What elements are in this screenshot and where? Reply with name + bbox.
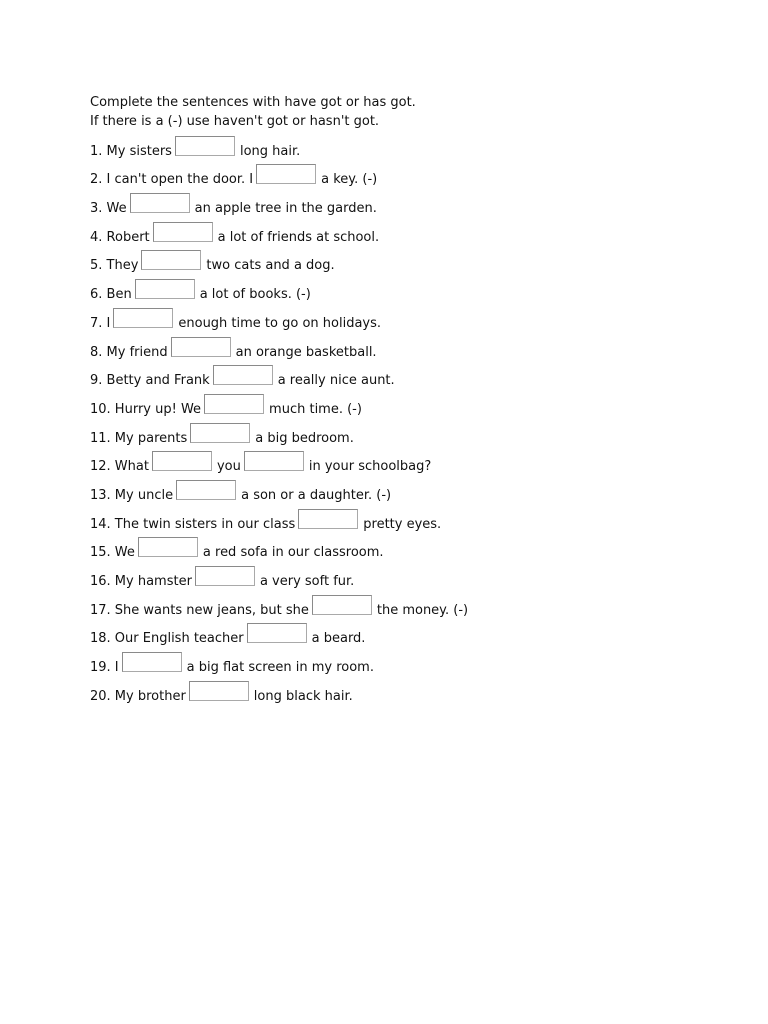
- worksheet: [90, 93, 710, 707]
- sentence-text: long hair.: [239, 143, 301, 159]
- answer-blank-input[interactable]: [135, 279, 195, 299]
- sentence-text: a really nice aunt.: [277, 373, 395, 389]
- sentence-text: an orange basketball.: [235, 344, 377, 360]
- answer-blank-input[interactable]: [244, 451, 304, 471]
- sentence-start: 15. We: [90, 545, 135, 561]
- sentence-text: an apple tree in the garden.: [194, 201, 377, 217]
- sentence-text: pretty eyes.: [363, 516, 442, 532]
- exercise-item: [90, 133, 710, 162]
- answer-blank-input[interactable]: [113, 308, 173, 328]
- exercise-item: [90, 334, 710, 363]
- sentence-text: a very soft fur.: [259, 574, 355, 589]
- answer-blank-input[interactable]: [138, 537, 198, 557]
- exercise-item: [90, 592, 710, 621]
- exercise-item: [90, 219, 710, 248]
- sentence-text: much time. (-): [269, 401, 362, 417]
- sentence-start: 2. I can't open the door. I: [90, 172, 254, 188]
- answer-blank-input[interactable]: [176, 480, 236, 500]
- sentence-start: 7. I: [90, 315, 111, 331]
- sentence-start: 5. They: [90, 258, 139, 274]
- answer-blank-input[interactable]: [247, 623, 307, 643]
- sentence-text: the money. (-): [376, 602, 469, 618]
- sentence-start: 10. Hurry up! We: [90, 401, 202, 417]
- sentence-start: 8. My friend: [90, 344, 168, 360]
- answer-blank-input[interactable]: [256, 164, 316, 184]
- exercise-list: [90, 133, 710, 707]
- instructions: [90, 93, 710, 131]
- sentence-start: 13. My uncle: [90, 487, 174, 503]
- sentence-start: 20. My brother: [90, 688, 186, 704]
- sentence-start: 3. We: [90, 201, 127, 217]
- exercise-item: [90, 649, 710, 678]
- exercise-item: [90, 391, 710, 420]
- sentence-start: 19. I: [90, 660, 119, 676]
- sentence-text: a big flat screen in my room.: [186, 660, 374, 676]
- sentence-text: a lot of friends at school.: [217, 229, 380, 245]
- answer-blank-input[interactable]: [175, 136, 235, 156]
- sentence-start: 9. Betty and Frank: [90, 373, 210, 389]
- exercise-item: [90, 678, 710, 707]
- sentence-start: 17. She wants new jeans, but she: [90, 602, 309, 618]
- exercise-item: [90, 420, 710, 449]
- sentence-text: enough time to go on holidays.: [178, 315, 382, 331]
- sentence-text: a red sofa in our classroom.: [202, 545, 384, 561]
- sentence-text: you: [216, 459, 241, 475]
- answer-blank-input[interactable]: [213, 365, 273, 385]
- answer-blank-input[interactable]: [171, 337, 231, 357]
- sentence-start: 12. What: [90, 459, 149, 475]
- sentence-text: a beard.: [311, 631, 366, 647]
- exercise-item: [90, 563, 710, 592]
- sentence-text: a key. (-): [321, 172, 378, 188]
- answer-blank-input[interactable]: [190, 423, 250, 443]
- sentence-start: 11. My parents: [90, 430, 188, 446]
- answer-blank-input[interactable]: [153, 222, 213, 242]
- exercise-item: [90, 305, 710, 334]
- sentence-text: in your schoolbag?: [308, 459, 432, 475]
- exercise-item: [90, 506, 710, 535]
- sentence-start: 4. Robert: [90, 229, 150, 245]
- answer-blank-input[interactable]: [141, 250, 201, 270]
- answer-blank-input[interactable]: [312, 595, 372, 615]
- sentence-start: 1. My sisters: [90, 143, 172, 159]
- answer-blank-input[interactable]: [298, 509, 358, 529]
- sentence-text: a lot of books. (-): [199, 287, 311, 303]
- exercise-item: [90, 162, 710, 191]
- exercise-item: [90, 248, 710, 277]
- sentence-start: 16. My hamster: [90, 574, 192, 589]
- sentence-text: long black hair.: [253, 688, 353, 704]
- answer-blank-input[interactable]: [195, 566, 255, 586]
- sentence-text: two cats and a dog.: [206, 258, 335, 274]
- exercise-item: [90, 477, 710, 506]
- answer-blank-input[interactable]: [122, 652, 182, 672]
- exercise-item: [90, 535, 710, 564]
- answer-blank-input[interactable]: [204, 394, 264, 414]
- sentence-text: a son or a daughter. (-): [241, 487, 392, 503]
- exercise-item: [90, 276, 710, 305]
- exercise-item: [90, 363, 710, 392]
- sentence-start: 18. Our English teacher: [90, 631, 244, 647]
- exercise-item: [90, 190, 710, 219]
- answer-blank-input[interactable]: [152, 451, 212, 471]
- exercise-item: [90, 621, 710, 650]
- sentence-text: a big bedroom.: [255, 430, 354, 446]
- instructions-line-1: Complete the sentences with have got or has got.: [90, 95, 416, 110]
- exercise-item: [90, 449, 710, 478]
- answer-blank-input[interactable]: [189, 681, 249, 701]
- sentence-start: 6. Ben: [90, 287, 132, 303]
- answer-blank-input[interactable]: [130, 193, 190, 213]
- sentence-start: 14. The twin sisters in our class: [90, 516, 296, 532]
- instructions-line-2: If there is a (-) use haven't got or hasn't got.: [90, 114, 380, 129]
